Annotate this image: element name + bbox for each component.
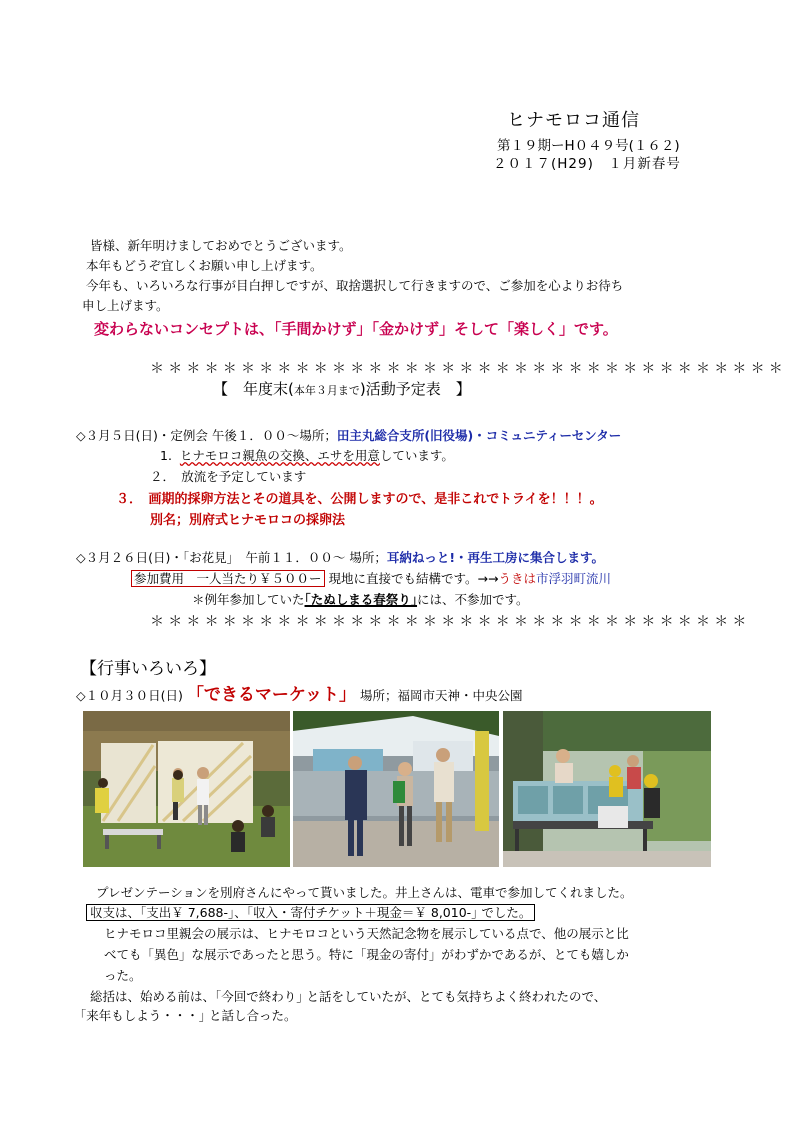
schedule-heading-small: 本年３月まで [293, 384, 360, 397]
fee-box: 参加費用 一人当たり￥５００ー [131, 570, 325, 587]
balance-box: 収支は、｢支出￥ 7,688-｣、｢収入・寄付チケット＋現金＝￥ 8,010-｣ でした。 [86, 904, 535, 921]
item-1-num: 1. [160, 448, 172, 463]
event-1-item-1 [160, 446, 454, 464]
event-1 [76, 426, 621, 444]
divider-stars-2: ＊＊＊＊＊＊＊＊＊＊＊＊＊＊＊＊＊＊＊＊＊＊＊＊＊＊＊＊＊＊＊＊＊ [150, 614, 751, 630]
note-event: ｢たぬしまる春祭り｣ [304, 592, 418, 607]
schedule-heading-a: 【 年度末( [213, 380, 294, 398]
report-para-3c: った。 [104, 968, 142, 983]
photo-exhibition-booth [293, 711, 499, 867]
newsletter-title: ヒナモロコ通信 [507, 110, 640, 131]
item-1-rest: しています。 [379, 448, 454, 463]
section-title: 【行事いろいろ】 [80, 659, 216, 679]
issue-number: 第１９期ーH０４９号(１６２) [497, 138, 680, 154]
event-2-prefix: ◇３月２６日(日)・｢お花見｣ 午前１１．００～ 場所； [76, 550, 387, 565]
greeting-line-3a: 今年も、いろいろな行事が目白押しですが、取捨選択して行きますので、ご参加を心よりお待ち [86, 278, 624, 293]
divider-stars: ＊＊＊＊＊＊＊＊＊＊＊＊＊＊＊＊＊＊＊＊＊＊＊＊＊＊＊＊＊＊＊＊＊＊＊ [150, 361, 787, 377]
greeting-line-2: 本年もどうぞ宜しくお願い申し上げます。 [86, 258, 323, 273]
event-1-item-3-alias: 別名；別府式ヒナモロコの採卵法 [150, 513, 346, 528]
event-2 [76, 548, 604, 566]
greeting-line-1: 皆様、新年明けましておめでとうございます。 [90, 238, 352, 253]
market-name: 「できるマーケット」 [186, 685, 357, 705]
market-line [76, 680, 523, 705]
report-para-4b: ｢来年もしよう・・・｣ と話し合った。 [80, 1008, 297, 1023]
photo-aquarium-display [503, 711, 711, 867]
item-1-wavy: ヒナモロコ親魚の交換、エサを用意 [179, 448, 380, 463]
greeting-line-3b: 申し上げます。 [82, 298, 169, 313]
fee-place-b: 市浮羽町流川 [535, 571, 611, 586]
report-para-3a: ヒナモロコ里親会の展示は、ヒナモロコという天然記念物を展示している点で、他の展示と比 [104, 926, 629, 941]
note-a: ＊例年参加していた [192, 592, 305, 607]
schedule-heading [213, 378, 471, 399]
event-2-note [192, 590, 529, 608]
fee-place-a: うきは [498, 571, 536, 586]
schedule-heading-b: )活動予定表 】 [359, 380, 471, 398]
event-2-fee-line [131, 569, 611, 587]
concept-statement: 変わらないコンセプトは、「手間かけず」「金かけず」そして「楽しく」です。 [94, 320, 618, 338]
report-para-4a: 総括は、始める前は、｢今回で終わり｣ と話をしていたが、とても気持ちよく終われたので、 [90, 989, 607, 1004]
event-1-item-3: ３． 画期的採卵方法とその道具を、公開しますので、是非これでトライを！！！。 [116, 492, 603, 507]
photo-presentation [83, 711, 290, 867]
fee-rest: 現地に直接でも結構です。→→ [328, 571, 499, 586]
event-1-item-2: ２． 放流を予定しています [150, 469, 307, 484]
market-place: 場所；福岡市天神・中央公園 [360, 688, 523, 703]
note-b: には、不参加です。 [417, 592, 529, 607]
issue-date: ２０１７(H29) １月新春号 [493, 156, 681, 172]
market-prefix: ◇１０月３０日(日) [76, 688, 183, 703]
report-para-1: プレゼンテーションを別府さんにやって貰いました。井上さんは、電車で参加してくれました。 [96, 885, 633, 900]
report-para-3b: べても「異色」な展示であったと思う。特に「現金の寄付」がわずかであるが、とても嬉しか [104, 947, 629, 962]
event-1-prefix: ◇３月５日(日)・定例会 午後１．００～場所； [76, 428, 337, 443]
event-1-place: 田主丸総合支所(旧役場)・コミュニティーセンター [336, 428, 622, 443]
event-2-place: 耳納ねっと!・再生工房に集合します。 [386, 550, 605, 565]
report-para-2 [86, 903, 535, 921]
